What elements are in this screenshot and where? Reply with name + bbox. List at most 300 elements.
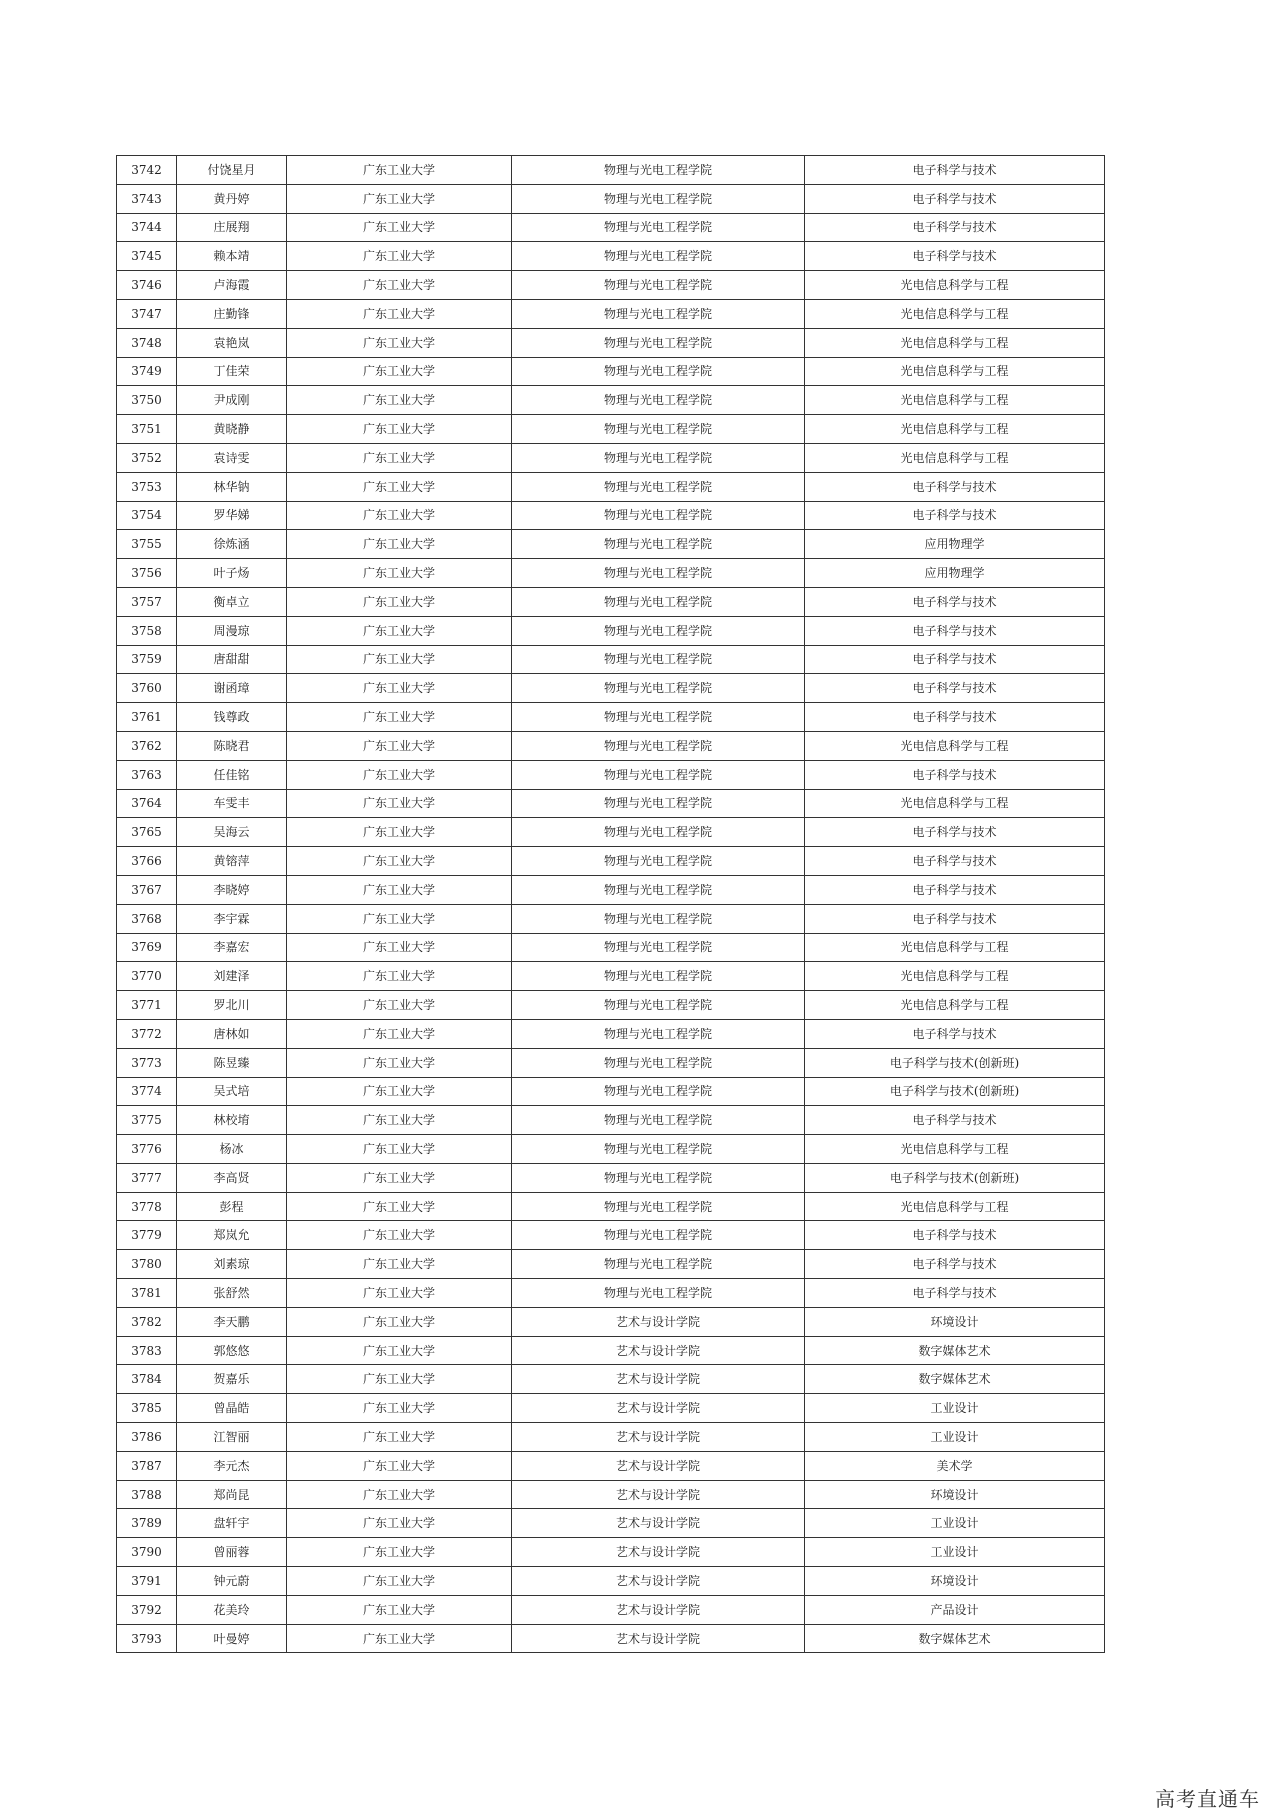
major-cell: 电子科学与技术 bbox=[805, 242, 1105, 271]
university-cell: 广东工业大学 bbox=[287, 443, 512, 472]
major-cell: 光电信息科学与工程 bbox=[805, 386, 1105, 415]
table-row bbox=[117, 1480, 1105, 1509]
row-number-cell: 3793 bbox=[117, 1624, 177, 1653]
row-number-cell: 3779 bbox=[117, 1221, 177, 1250]
university-cell: 广东工业大学 bbox=[287, 1048, 512, 1077]
table-row bbox=[117, 357, 1105, 386]
student-name-cell: 尹成刚 bbox=[177, 386, 287, 415]
row-number-cell: 3770 bbox=[117, 962, 177, 991]
college-cell: 物理与光电工程学院 bbox=[512, 559, 805, 588]
table-row bbox=[117, 875, 1105, 904]
student-name-cell: 罗北川 bbox=[177, 991, 287, 1020]
table-row bbox=[117, 1077, 1105, 1106]
row-number-cell: 3755 bbox=[117, 530, 177, 559]
table-row bbox=[117, 933, 1105, 962]
student-name-cell: 江智丽 bbox=[177, 1423, 287, 1452]
university-cell: 广东工业大学 bbox=[287, 875, 512, 904]
college-cell: 物理与光电工程学院 bbox=[512, 1163, 805, 1192]
table-row bbox=[117, 501, 1105, 530]
university-cell: 广东工业大学 bbox=[287, 1394, 512, 1423]
student-name-cell: 钟元蔚 bbox=[177, 1567, 287, 1596]
college-cell: 物理与光电工程学院 bbox=[512, 1279, 805, 1308]
student-name-cell: 钱尊政 bbox=[177, 703, 287, 732]
row-number-cell: 3772 bbox=[117, 1019, 177, 1048]
row-number-cell: 3752 bbox=[117, 443, 177, 472]
student-name-cell: 盘轩宇 bbox=[177, 1509, 287, 1538]
student-name-cell: 杨冰 bbox=[177, 1135, 287, 1164]
row-number-cell: 3764 bbox=[117, 789, 177, 818]
table-row bbox=[117, 443, 1105, 472]
major-cell: 电子科学与技术 bbox=[805, 674, 1105, 703]
college-cell: 物理与光电工程学院 bbox=[512, 1250, 805, 1279]
table-row bbox=[117, 1019, 1105, 1048]
major-cell: 光电信息科学与工程 bbox=[805, 271, 1105, 300]
student-name-cell: 刘建泽 bbox=[177, 962, 287, 991]
row-number-cell: 3766 bbox=[117, 847, 177, 876]
row-number-cell: 3790 bbox=[117, 1538, 177, 1567]
student-name-cell: 卢海霞 bbox=[177, 271, 287, 300]
table-row bbox=[117, 1250, 1105, 1279]
row-number-cell: 3783 bbox=[117, 1336, 177, 1365]
college-cell: 物理与光电工程学院 bbox=[512, 242, 805, 271]
student-name-cell: 郭悠悠 bbox=[177, 1336, 287, 1365]
student-name-cell: 黄丹婷 bbox=[177, 184, 287, 213]
table-row bbox=[117, 703, 1105, 732]
row-number-cell: 3761 bbox=[117, 703, 177, 732]
student-name-cell: 袁艳岚 bbox=[177, 328, 287, 357]
college-cell: 物理与光电工程学院 bbox=[512, 1048, 805, 1077]
university-cell: 广东工业大学 bbox=[287, 242, 512, 271]
table-row bbox=[117, 1423, 1105, 1452]
student-name-cell: 唐甜甜 bbox=[177, 645, 287, 674]
university-cell: 广东工业大学 bbox=[287, 962, 512, 991]
university-cell: 广东工业大学 bbox=[287, 1538, 512, 1567]
student-name-cell: 陈昱臻 bbox=[177, 1048, 287, 1077]
university-cell: 广东工业大学 bbox=[287, 1279, 512, 1308]
student-name-cell: 陈晓君 bbox=[177, 731, 287, 760]
row-number-cell: 3769 bbox=[117, 933, 177, 962]
university-cell: 广东工业大学 bbox=[287, 328, 512, 357]
row-number-cell: 3748 bbox=[117, 328, 177, 357]
table-row bbox=[117, 1279, 1105, 1308]
college-cell: 物理与光电工程学院 bbox=[512, 1019, 805, 1048]
row-number-cell: 3765 bbox=[117, 818, 177, 847]
college-cell: 物理与光电工程学院 bbox=[512, 760, 805, 789]
college-cell: 物理与光电工程学院 bbox=[512, 443, 805, 472]
major-cell: 电子科学与技术 bbox=[805, 1279, 1105, 1308]
table-row bbox=[117, 1624, 1105, 1653]
university-cell: 广东工业大学 bbox=[287, 1480, 512, 1509]
university-cell: 广东工业大学 bbox=[287, 587, 512, 616]
table-row bbox=[117, 645, 1105, 674]
university-cell: 广东工业大学 bbox=[287, 789, 512, 818]
table-row bbox=[117, 156, 1105, 185]
college-cell: 艺术与设计学院 bbox=[512, 1509, 805, 1538]
university-cell: 广东工业大学 bbox=[287, 1624, 512, 1653]
major-cell: 光电信息科学与工程 bbox=[805, 443, 1105, 472]
university-cell: 广东工业大学 bbox=[287, 1077, 512, 1106]
university-cell: 广东工业大学 bbox=[287, 645, 512, 674]
student-name-cell: 赖本靖 bbox=[177, 242, 287, 271]
college-cell: 物理与光电工程学院 bbox=[512, 875, 805, 904]
major-cell: 工业设计 bbox=[805, 1538, 1105, 1567]
college-cell: 物理与光电工程学院 bbox=[512, 1221, 805, 1250]
student-name-cell: 李晓婷 bbox=[177, 875, 287, 904]
major-cell: 光电信息科学与工程 bbox=[805, 357, 1105, 386]
university-cell: 广东工业大学 bbox=[287, 1019, 512, 1048]
table-row bbox=[117, 271, 1105, 300]
major-cell: 电子科学与技术 bbox=[805, 616, 1105, 645]
table-row bbox=[117, 530, 1105, 559]
major-cell: 电子科学与技术(创新班) bbox=[805, 1077, 1105, 1106]
student-name-cell: 李宇霖 bbox=[177, 904, 287, 933]
college-cell: 物理与光电工程学院 bbox=[512, 645, 805, 674]
student-name-cell: 庄勤锋 bbox=[177, 299, 287, 328]
row-number-cell: 3746 bbox=[117, 271, 177, 300]
student-name-cell: 罗华娣 bbox=[177, 501, 287, 530]
row-number-cell: 3777 bbox=[117, 1163, 177, 1192]
college-cell: 艺术与设计学院 bbox=[512, 1423, 805, 1452]
table-row bbox=[117, 415, 1105, 444]
college-cell: 物理与光电工程学院 bbox=[512, 1077, 805, 1106]
major-cell: 光电信息科学与工程 bbox=[805, 789, 1105, 818]
university-cell: 广东工业大学 bbox=[287, 904, 512, 933]
college-cell: 物理与光电工程学院 bbox=[512, 587, 805, 616]
table-row bbox=[117, 213, 1105, 242]
row-number-cell: 3767 bbox=[117, 875, 177, 904]
student-table bbox=[116, 155, 1105, 1653]
college-cell: 艺术与设计学院 bbox=[512, 1567, 805, 1596]
college-cell: 物理与光电工程学院 bbox=[512, 386, 805, 415]
student-name-cell: 黄晓静 bbox=[177, 415, 287, 444]
university-cell: 广东工业大学 bbox=[287, 1365, 512, 1394]
university-cell: 广东工业大学 bbox=[287, 1567, 512, 1596]
row-number-cell: 3788 bbox=[117, 1480, 177, 1509]
table-row bbox=[117, 962, 1105, 991]
watermark-text: 高考直通车 bbox=[1155, 1787, 1260, 1811]
college-cell: 物理与光电工程学院 bbox=[512, 530, 805, 559]
student-name-cell: 唐林如 bbox=[177, 1019, 287, 1048]
table-row bbox=[117, 904, 1105, 933]
student-name-cell: 黄镕萍 bbox=[177, 847, 287, 876]
student-name-cell: 李天鹏 bbox=[177, 1307, 287, 1336]
student-name-cell: 李高贤 bbox=[177, 1163, 287, 1192]
major-cell: 电子科学与技术(创新班) bbox=[805, 1163, 1105, 1192]
major-cell: 光电信息科学与工程 bbox=[805, 328, 1105, 357]
student-name-cell: 衡卓立 bbox=[177, 587, 287, 616]
table-row bbox=[117, 184, 1105, 213]
university-cell: 广东工业大学 bbox=[287, 213, 512, 242]
table-row bbox=[117, 1192, 1105, 1221]
row-number-cell: 3776 bbox=[117, 1135, 177, 1164]
table-row bbox=[117, 674, 1105, 703]
major-cell: 数字媒体艺术 bbox=[805, 1336, 1105, 1365]
student-name-cell: 周漫琼 bbox=[177, 616, 287, 645]
college-cell: 物理与光电工程学院 bbox=[512, 1192, 805, 1221]
college-cell: 艺术与设计学院 bbox=[512, 1480, 805, 1509]
row-number-cell: 3782 bbox=[117, 1307, 177, 1336]
university-cell: 广东工业大学 bbox=[287, 501, 512, 530]
row-number-cell: 3791 bbox=[117, 1567, 177, 1596]
university-cell: 广东工业大学 bbox=[287, 991, 512, 1020]
major-cell: 光电信息科学与工程 bbox=[805, 962, 1105, 991]
row-number-cell: 3781 bbox=[117, 1279, 177, 1308]
student-name-cell: 叶曼婷 bbox=[177, 1624, 287, 1653]
university-cell: 广东工业大学 bbox=[287, 1250, 512, 1279]
college-cell: 物理与光电工程学院 bbox=[512, 415, 805, 444]
major-cell: 光电信息科学与工程 bbox=[805, 299, 1105, 328]
college-cell: 物理与光电工程学院 bbox=[512, 213, 805, 242]
university-cell: 广东工业大学 bbox=[287, 559, 512, 588]
college-cell: 艺术与设计学院 bbox=[512, 1451, 805, 1480]
student-name-cell: 彭程 bbox=[177, 1192, 287, 1221]
university-cell: 广东工业大学 bbox=[287, 674, 512, 703]
student-name-cell: 吴海云 bbox=[177, 818, 287, 847]
university-cell: 广东工业大学 bbox=[287, 1221, 512, 1250]
college-cell: 物理与光电工程学院 bbox=[512, 962, 805, 991]
university-cell: 广东工业大学 bbox=[287, 847, 512, 876]
student-name-cell: 李嘉宏 bbox=[177, 933, 287, 962]
university-cell: 广东工业大学 bbox=[287, 415, 512, 444]
college-cell: 物理与光电工程学院 bbox=[512, 1106, 805, 1135]
row-number-cell: 3753 bbox=[117, 472, 177, 501]
student-name-cell: 张舒然 bbox=[177, 1279, 287, 1308]
table-row bbox=[117, 1163, 1105, 1192]
college-cell: 物理与光电工程学院 bbox=[512, 501, 805, 530]
college-cell: 物理与光电工程学院 bbox=[512, 933, 805, 962]
student-name-cell: 袁诗雯 bbox=[177, 443, 287, 472]
university-cell: 广东工业大学 bbox=[287, 472, 512, 501]
major-cell: 电子科学与技术 bbox=[805, 1106, 1105, 1135]
row-number-cell: 3747 bbox=[117, 299, 177, 328]
student-name-cell: 郑岚允 bbox=[177, 1221, 287, 1250]
university-cell: 广东工业大学 bbox=[287, 386, 512, 415]
table-row bbox=[117, 731, 1105, 760]
major-cell: 工业设计 bbox=[805, 1394, 1105, 1423]
major-cell: 电子科学与技术 bbox=[805, 156, 1105, 185]
major-cell: 光电信息科学与工程 bbox=[805, 1192, 1105, 1221]
table-row bbox=[117, 242, 1105, 271]
college-cell: 艺术与设计学院 bbox=[512, 1394, 805, 1423]
university-cell: 广东工业大学 bbox=[287, 299, 512, 328]
major-cell: 应用物理学 bbox=[805, 530, 1105, 559]
row-number-cell: 3751 bbox=[117, 415, 177, 444]
student-name-cell: 花美玲 bbox=[177, 1595, 287, 1624]
row-number-cell: 3787 bbox=[117, 1451, 177, 1480]
major-cell: 工业设计 bbox=[805, 1509, 1105, 1538]
table-row bbox=[117, 847, 1105, 876]
row-number-cell: 3756 bbox=[117, 559, 177, 588]
major-cell: 电子科学与技术 bbox=[805, 1250, 1105, 1279]
row-number-cell: 3778 bbox=[117, 1192, 177, 1221]
college-cell: 艺术与设计学院 bbox=[512, 1336, 805, 1365]
major-cell: 光电信息科学与工程 bbox=[805, 731, 1105, 760]
major-cell: 电子科学与技术 bbox=[805, 645, 1105, 674]
university-cell: 广东工业大学 bbox=[287, 703, 512, 732]
university-cell: 广东工业大学 bbox=[287, 1192, 512, 1221]
row-number-cell: 3786 bbox=[117, 1423, 177, 1452]
row-number-cell: 3760 bbox=[117, 674, 177, 703]
major-cell: 光电信息科学与工程 bbox=[805, 991, 1105, 1020]
major-cell: 光电信息科学与工程 bbox=[805, 933, 1105, 962]
major-cell: 电子科学与技术 bbox=[805, 904, 1105, 933]
college-cell: 艺术与设计学院 bbox=[512, 1595, 805, 1624]
student-name-cell: 庄展翔 bbox=[177, 213, 287, 242]
university-cell: 广东工业大学 bbox=[287, 1423, 512, 1452]
row-number-cell: 3743 bbox=[117, 184, 177, 213]
college-cell: 物理与光电工程学院 bbox=[512, 674, 805, 703]
university-cell: 广东工业大学 bbox=[287, 1509, 512, 1538]
row-number-cell: 3749 bbox=[117, 357, 177, 386]
university-cell: 广东工业大学 bbox=[287, 1595, 512, 1624]
college-cell: 物理与光电工程学院 bbox=[512, 357, 805, 386]
university-cell: 广东工业大学 bbox=[287, 1163, 512, 1192]
college-cell: 艺术与设计学院 bbox=[512, 1307, 805, 1336]
table-row bbox=[117, 818, 1105, 847]
major-cell: 电子科学与技术(创新班) bbox=[805, 1048, 1105, 1077]
student-name-cell: 徐炼涵 bbox=[177, 530, 287, 559]
table-row bbox=[117, 328, 1105, 357]
row-number-cell: 3792 bbox=[117, 1595, 177, 1624]
college-cell: 物理与光电工程学院 bbox=[512, 1135, 805, 1164]
major-cell: 电子科学与技术 bbox=[805, 875, 1105, 904]
student-name-cell: 曾丽蓉 bbox=[177, 1538, 287, 1567]
table-row bbox=[117, 789, 1105, 818]
row-number-cell: 3768 bbox=[117, 904, 177, 933]
major-cell: 环境设计 bbox=[805, 1567, 1105, 1596]
college-cell: 艺术与设计学院 bbox=[512, 1538, 805, 1567]
student-name-cell: 贺嘉乐 bbox=[177, 1365, 287, 1394]
table-row bbox=[117, 1567, 1105, 1596]
student-name-cell: 叶子炀 bbox=[177, 559, 287, 588]
row-number-cell: 3757 bbox=[117, 587, 177, 616]
college-cell: 物理与光电工程学院 bbox=[512, 616, 805, 645]
student-name-cell: 车雯丰 bbox=[177, 789, 287, 818]
row-number-cell: 3784 bbox=[117, 1365, 177, 1394]
major-cell: 数字媒体艺术 bbox=[805, 1365, 1105, 1394]
university-cell: 广东工业大学 bbox=[287, 184, 512, 213]
row-number-cell: 3754 bbox=[117, 501, 177, 530]
major-cell: 光电信息科学与工程 bbox=[805, 415, 1105, 444]
table-row bbox=[117, 1336, 1105, 1365]
student-name-cell: 郑尚昆 bbox=[177, 1480, 287, 1509]
university-cell: 广东工业大学 bbox=[287, 818, 512, 847]
row-number-cell: 3750 bbox=[117, 386, 177, 415]
table-row bbox=[117, 1106, 1105, 1135]
college-cell: 物理与光电工程学院 bbox=[512, 472, 805, 501]
university-cell: 广东工业大学 bbox=[287, 530, 512, 559]
table-row bbox=[117, 472, 1105, 501]
college-cell: 艺术与设计学院 bbox=[512, 1624, 805, 1653]
major-cell: 电子科学与技术 bbox=[805, 847, 1105, 876]
row-number-cell: 3780 bbox=[117, 1250, 177, 1279]
table-row bbox=[117, 559, 1105, 588]
table-body bbox=[117, 156, 1105, 1653]
major-cell: 应用物理学 bbox=[805, 559, 1105, 588]
table-row bbox=[117, 1451, 1105, 1480]
major-cell: 电子科学与技术 bbox=[805, 472, 1105, 501]
student-name-cell: 刘素琼 bbox=[177, 1250, 287, 1279]
student-name-cell: 丁佳荣 bbox=[177, 357, 287, 386]
table-row bbox=[117, 1221, 1105, 1250]
major-cell: 电子科学与技术 bbox=[805, 587, 1105, 616]
major-cell: 产品设计 bbox=[805, 1595, 1105, 1624]
university-cell: 广东工业大学 bbox=[287, 1336, 512, 1365]
table-row bbox=[117, 1509, 1105, 1538]
university-cell: 广东工业大学 bbox=[287, 357, 512, 386]
major-cell: 电子科学与技术 bbox=[805, 213, 1105, 242]
university-cell: 广东工业大学 bbox=[287, 1135, 512, 1164]
college-cell: 物理与光电工程学院 bbox=[512, 703, 805, 732]
university-cell: 广东工业大学 bbox=[287, 616, 512, 645]
student-name-cell: 付饶星月 bbox=[177, 156, 287, 185]
table-row bbox=[117, 616, 1105, 645]
table-row bbox=[117, 1538, 1105, 1567]
college-cell: 物理与光电工程学院 bbox=[512, 904, 805, 933]
major-cell: 电子科学与技术 bbox=[805, 703, 1105, 732]
major-cell: 环境设计 bbox=[805, 1307, 1105, 1336]
college-cell: 物理与光电工程学院 bbox=[512, 156, 805, 185]
college-cell: 物理与光电工程学院 bbox=[512, 818, 805, 847]
college-cell: 物理与光电工程学院 bbox=[512, 731, 805, 760]
major-cell: 光电信息科学与工程 bbox=[805, 1135, 1105, 1164]
major-cell: 数字媒体艺术 bbox=[805, 1624, 1105, 1653]
table-row bbox=[117, 1394, 1105, 1423]
student-name-cell: 林华钠 bbox=[177, 472, 287, 501]
table-row bbox=[117, 386, 1105, 415]
college-cell: 物理与光电工程学院 bbox=[512, 271, 805, 300]
major-cell: 工业设计 bbox=[805, 1423, 1105, 1452]
major-cell: 电子科学与技术 bbox=[805, 184, 1105, 213]
major-cell: 美术学 bbox=[805, 1451, 1105, 1480]
university-cell: 广东工业大学 bbox=[287, 156, 512, 185]
college-cell: 物理与光电工程学院 bbox=[512, 299, 805, 328]
student-name-cell: 谢函璋 bbox=[177, 674, 287, 703]
college-cell: 物理与光电工程学院 bbox=[512, 991, 805, 1020]
table-row bbox=[117, 587, 1105, 616]
university-cell: 广东工业大学 bbox=[287, 271, 512, 300]
table-row bbox=[117, 1135, 1105, 1164]
row-number-cell: 3775 bbox=[117, 1106, 177, 1135]
university-cell: 广东工业大学 bbox=[287, 760, 512, 789]
row-number-cell: 3773 bbox=[117, 1048, 177, 1077]
row-number-cell: 3763 bbox=[117, 760, 177, 789]
college-cell: 物理与光电工程学院 bbox=[512, 847, 805, 876]
row-number-cell: 3758 bbox=[117, 616, 177, 645]
student-name-cell: 任佳铭 bbox=[177, 760, 287, 789]
row-number-cell: 3759 bbox=[117, 645, 177, 674]
table-row bbox=[117, 760, 1105, 789]
college-cell: 物理与光电工程学院 bbox=[512, 184, 805, 213]
table-row bbox=[117, 1595, 1105, 1624]
major-cell: 电子科学与技术 bbox=[805, 760, 1105, 789]
table-row bbox=[117, 1048, 1105, 1077]
row-number-cell: 3774 bbox=[117, 1077, 177, 1106]
table-row bbox=[117, 1307, 1105, 1336]
major-cell: 电子科学与技术 bbox=[805, 818, 1105, 847]
row-number-cell: 3771 bbox=[117, 991, 177, 1020]
row-number-cell: 3742 bbox=[117, 156, 177, 185]
college-cell: 艺术与设计学院 bbox=[512, 1365, 805, 1394]
student-name-cell: 李元杰 bbox=[177, 1451, 287, 1480]
major-cell: 电子科学与技术 bbox=[805, 1221, 1105, 1250]
major-cell: 环境设计 bbox=[805, 1480, 1105, 1509]
student-name-cell: 吴式培 bbox=[177, 1077, 287, 1106]
university-cell: 广东工业大学 bbox=[287, 1307, 512, 1336]
university-cell: 广东工业大学 bbox=[287, 1106, 512, 1135]
student-name-cell: 曾晶皓 bbox=[177, 1394, 287, 1423]
row-number-cell: 3745 bbox=[117, 242, 177, 271]
